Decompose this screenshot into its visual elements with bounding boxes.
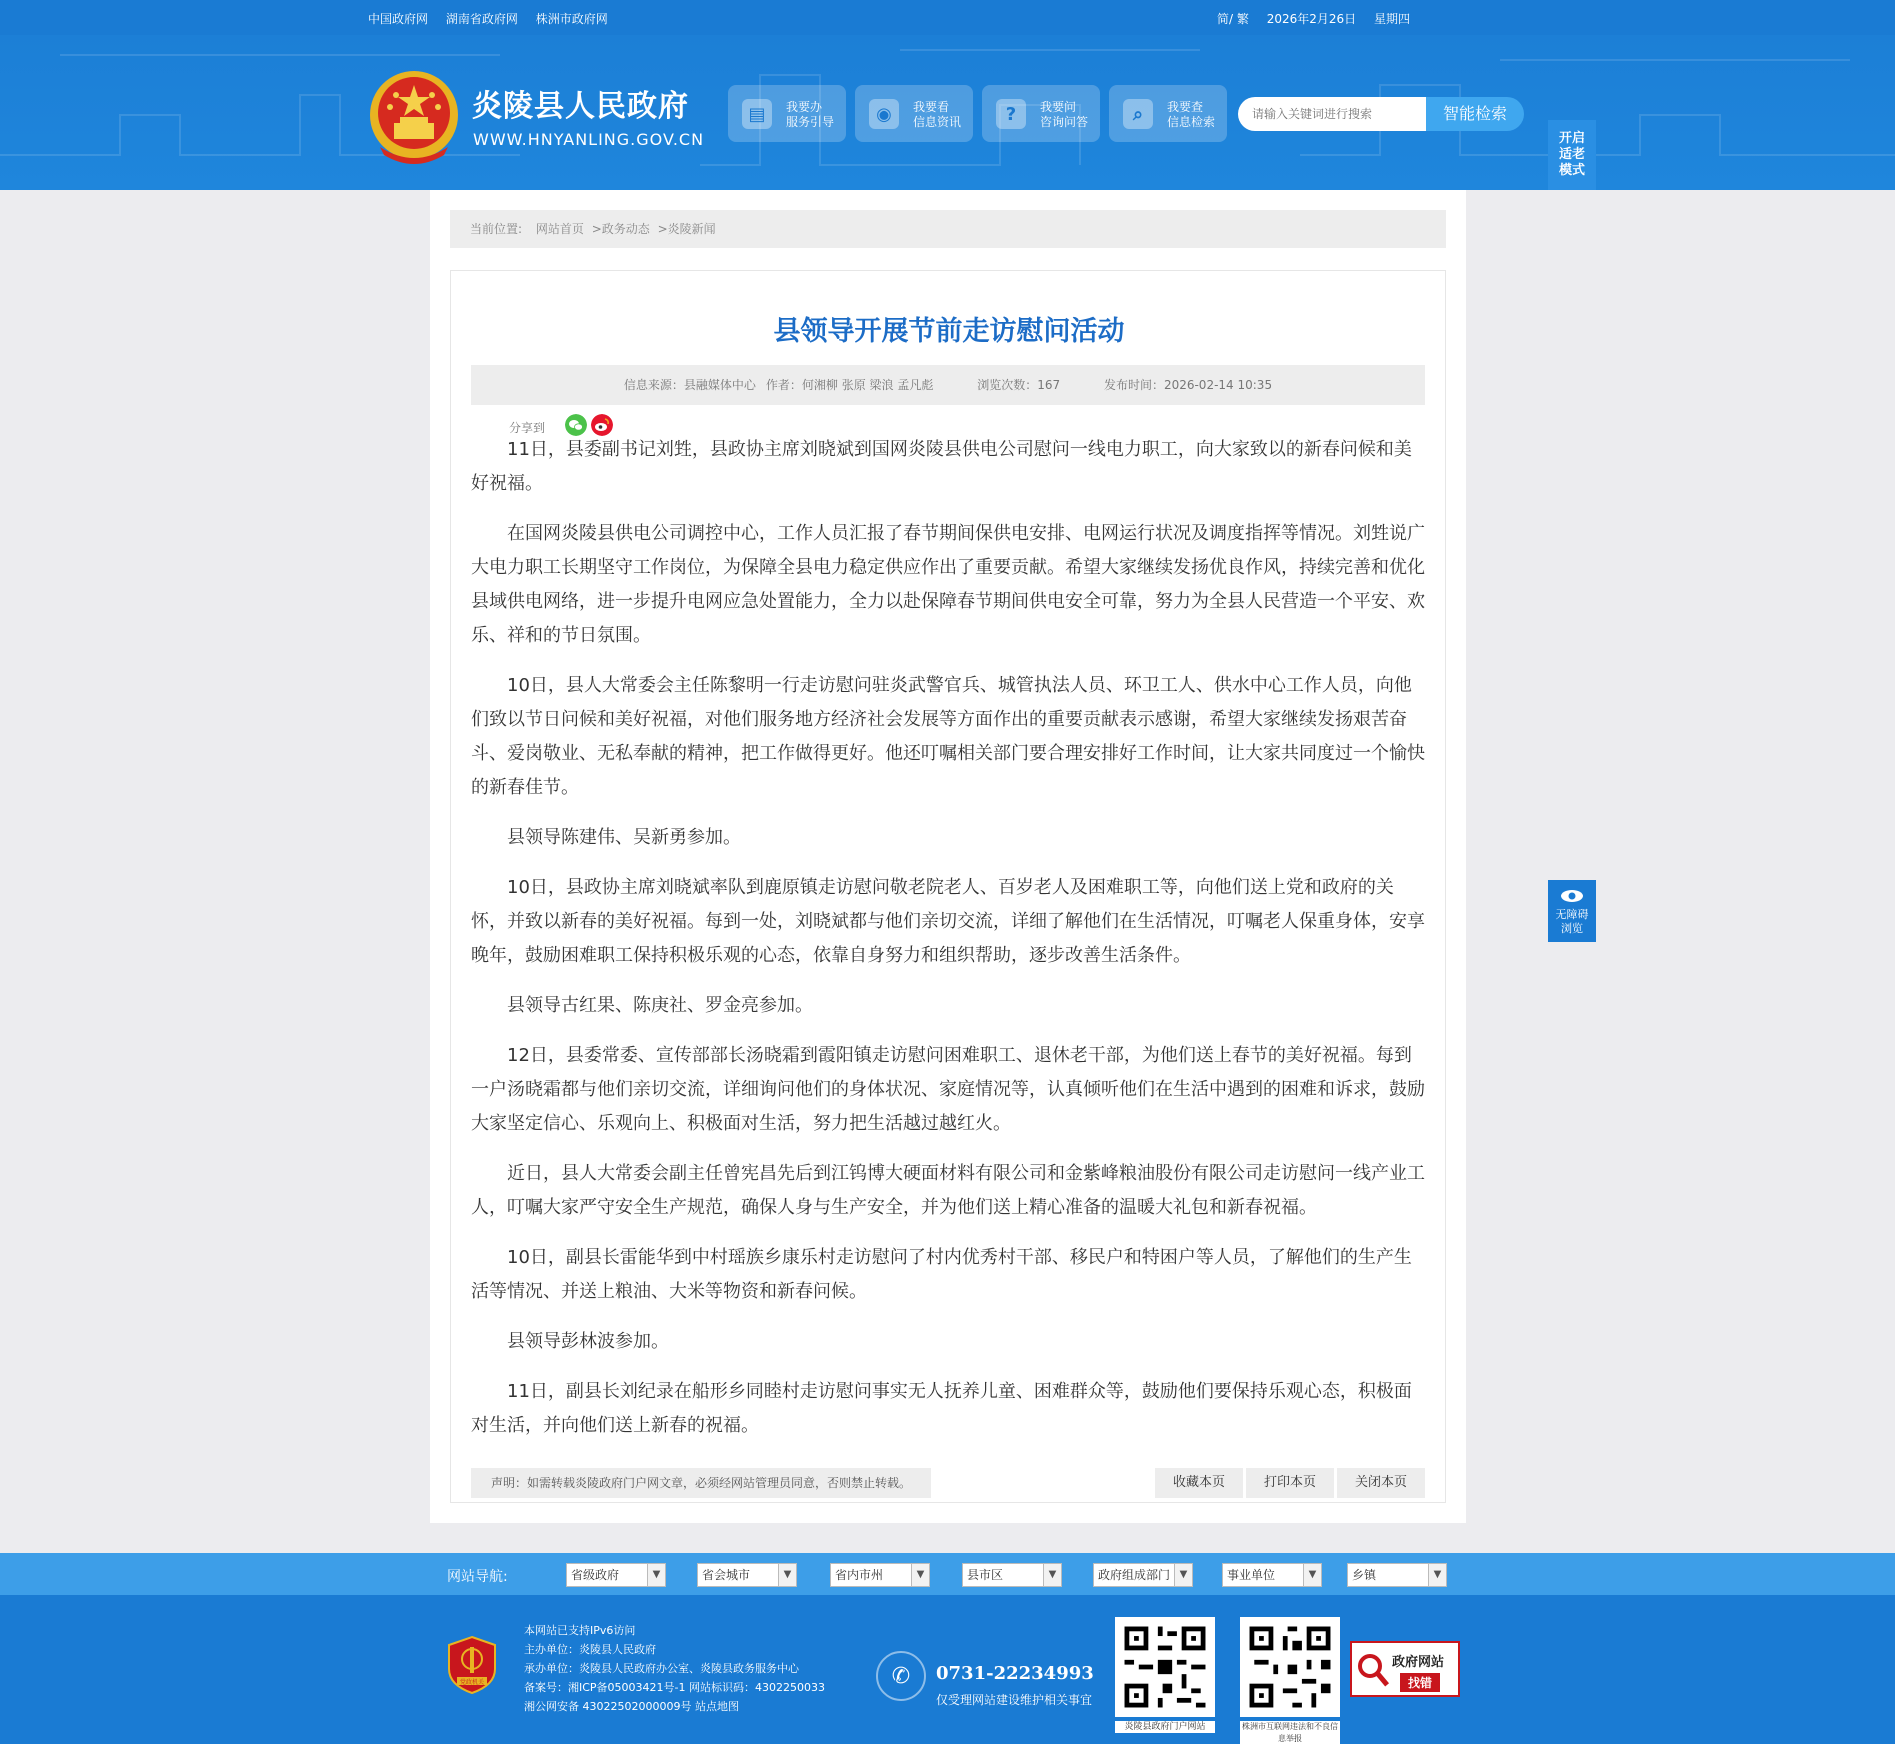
select-value: 县市区 [967, 1568, 1004, 1582]
top-bar [0, 0, 1895, 35]
link-zhuzhou-gov[interactable]: 株洲市政府网 [535, 12, 608, 26]
select-towns[interactable] [1347, 1563, 1447, 1587]
report-title: 政府网站 [1392, 1655, 1445, 1670]
article-paragraph: 11日，县委副书记刘甡，县政协主席刘晓斌到国网炎陵县供电公司慰问一线电力职工，向大家致以的新春问候和美好祝福。 [471, 439, 1412, 494]
accessibility-label: 浏览 [1561, 922, 1583, 935]
contact-phone-note: 仅受理网站建设维护相关事宜 [936, 1693, 1093, 1707]
article-paragraph: 县领导陈建伟、吴新勇参加。 [507, 827, 741, 848]
elder-mode-label: 适老 [1558, 147, 1585, 162]
site-nav-label: 网站导航: [447, 1569, 508, 1585]
close-page-button[interactable]: 关闭本页 [1337, 1468, 1425, 1498]
breadcrumb-home[interactable]: 网站首页 [535, 222, 584, 236]
article-paragraph: 10日，副县长雷能华到中村瑶族乡康乐村走访慰问了村内优秀村干部、移民户和特困户等人员，了解他们的生产生活等情况、并送上粮油、大米等物资和新春问候。 [471, 1247, 1412, 1302]
print-button[interactable]: 打印本页 [1246, 1468, 1334, 1498]
select-value: 政府组成部门 [1098, 1568, 1171, 1582]
smart-search-button[interactable]: 智能检索 [1426, 97, 1524, 131]
elder-mode-label: 模式 [1558, 163, 1585, 178]
service-label: 我要办 [786, 100, 823, 114]
article [450, 270, 1446, 1503]
service-sublabel: 信息检索 [1167, 115, 1216, 129]
chevron-down-icon: ▼ [1428, 1564, 1446, 1586]
article-meta [471, 365, 1425, 405]
current-weekday: 星期四 [1373, 12, 1410, 26]
breadcrumb-prefix: 当前位置: [470, 222, 523, 236]
qa-button[interactable] [982, 85, 1100, 142]
accessibility-label: 无障碍 [1555, 908, 1589, 921]
footer-line: 主办单位：炎陵县人民政府 [524, 1643, 656, 1656]
report-button-label: 找错 [1400, 1673, 1440, 1692]
select-departments[interactable] [1093, 1563, 1193, 1587]
article-title: 县领导开展节前走访慰问活动 [773, 316, 1125, 347]
select-value: 省级政府 [571, 1568, 620, 1582]
site-nav-bar [0, 1553, 1895, 1595]
qr-caption: 炎陵县政府门户网站 [1115, 1721, 1215, 1733]
service-sublabel: 服务引导 [786, 115, 835, 129]
site-footer [0, 1595, 1895, 1744]
content-wrapper [430, 190, 1466, 1523]
meta-views: 浏览次数：167 [977, 378, 1061, 392]
question-icon: ? [996, 99, 1026, 129]
breadcrumb-yanling-news[interactable]: >炎陵新闻 [657, 222, 716, 236]
article-footer [471, 1468, 1425, 1498]
select-value: 省内市州 [835, 1568, 884, 1582]
service-guide-button[interactable] [728, 85, 846, 142]
badge-text: 党政机关 [459, 1679, 485, 1686]
bookmark-button[interactable]: 收藏本页 [1155, 1468, 1243, 1498]
article-paragraph: 县领导彭林波参加。 [507, 1331, 669, 1352]
select-value: 事业单位 [1227, 1568, 1276, 1582]
elder-mode-label: 开启 [1558, 131, 1585, 146]
select-institutions[interactable] [1222, 1563, 1322, 1587]
article-paragraph: 县领导古红果、陈庚社、罗金亮参加。 [507, 995, 813, 1016]
select-counties[interactable] [962, 1563, 1062, 1587]
top-right [1203, 10, 1410, 27]
meta-source: 信息来源：县融媒体中心 [623, 378, 756, 392]
eye-icon [1560, 888, 1584, 904]
service-label: 我要查 [1167, 100, 1204, 114]
qr-caption: 株洲市互联网违法和不良信息举报 [1242, 1722, 1338, 1743]
party-gov-badge-icon[interactable] [447, 1635, 497, 1695]
language-toggle[interactable]: 简/ 繁 [1217, 12, 1249, 26]
eye-icon: ◉ [869, 99, 899, 129]
footer-line: 本网站已支持IPv6访问 [524, 1624, 636, 1637]
gov-site-report-button[interactable] [1350, 1641, 1460, 1697]
article-paragraph: 10日，县政协主席刘晓斌率队到鹿原镇走访慰问敬老院老人、百岁老人及困难职工等，向他们送上党和政府的关怀，并致以新春的美好祝福。每到一处，刘晓斌都与他们亲切交流，详细了解他们在生活情况，叮嘱老人保重身体，安享晚年，鼓励困难职工保持积极乐观的心态，依靠自身努力和组织帮助，逐步改善生活条件。 [471, 877, 1425, 966]
select-capital-cities[interactable] [697, 1563, 797, 1587]
article-paragraph: 12日，县委常委、宣传部部长汤晓霜到霞阳镇走访慰问困难职工、退休老干部，为他们送上春节的美好祝福。每到一户汤晓霜都与他们亲切交流，详细询问他们的身体状况、家庭情况等，认真倾听他们在生活中遇到的困难和诉求，鼓励大家坚定信心、乐观向上、积极面对生活，努力把生活越过越红火。 [471, 1045, 1425, 1134]
search-input[interactable] [1238, 97, 1428, 131]
chevron-down-icon: ▼ [911, 1564, 929, 1586]
chevron-down-icon: ▼ [1043, 1564, 1061, 1586]
link-gov-cn[interactable]: 中国政府网 [368, 12, 429, 26]
meta-published: 发布时间：2026-02-14 10:35 [1103, 378, 1273, 392]
reprint-notice: 声明：如需转载炎陵政府门户网文章，必须经网站管理员同意，否则禁止转载。 [471, 1468, 931, 1498]
link-hunan-gov[interactable]: 湖南省政府网 [445, 12, 518, 26]
search-box [1238, 97, 1524, 131]
contact-phone: 0731-22234993 [936, 1663, 1094, 1684]
info-news-button[interactable] [855, 85, 973, 142]
footer-line: 承办单位：炎陵县人民政府办公室、炎陵县政务服务中心 [524, 1662, 799, 1675]
breadcrumb-gov-news[interactable]: >政务动态 [591, 222, 650, 236]
service-sublabel: 信息资讯 [913, 115, 962, 129]
select-prefectures[interactable] [830, 1563, 930, 1587]
select-value: 乡镇 [1352, 1568, 1377, 1582]
chevron-down-icon: ▼ [1174, 1564, 1192, 1586]
qr-code-report [1240, 1617, 1340, 1743]
footer-line[interactable]: 备案号：湘ICP备05003421号-1 网站标识码：4302250033 [524, 1681, 825, 1694]
footer-info [524, 1621, 825, 1716]
select-provincial-gov[interactable] [566, 1563, 666, 1587]
meta-author: 作者：何湘柳 张原 梁浪 孟凡彪 [765, 378, 934, 392]
service-sublabel: 咨询问答 [1040, 115, 1089, 129]
qr-code-icon [1115, 1617, 1215, 1717]
info-search-button[interactable] [1109, 85, 1227, 142]
service-label: 我要问 [1040, 100, 1077, 114]
elder-mode-button[interactable] [1548, 120, 1596, 190]
article-paragraph: 近日，县人大常委会副主任曾宪昌先后到江钨博大硬面材料有限公司和金紫峰粮油股份有限公司走访慰问一线产业工人，叮嘱大家严守安全生产规范，确保人身与生产安全，并为他们送上精心准备的温暖大礼包和新春祝福。 [471, 1163, 1425, 1218]
chevron-down-icon: ▼ [778, 1564, 796, 1586]
site-header [0, 35, 1895, 190]
article-body [471, 433, 1425, 1459]
top-links [368, 10, 622, 27]
chevron-down-icon: ▼ [647, 1564, 665, 1586]
article-paragraph: 10日，县人大常委会主任陈黎明一行走访慰问驻炎武警官兵、城管执法人员、环卫工人、供水中心工作人员，向他们致以节日问候和美好祝福，对他们服务地方经济社会发展等方面作出的重要贡献表示感谢，希望大家继续发扬艰苦奋斗、爱岗敬业、无私奉献的精神，把工作做得更好。他还叮嘱相关部门要合理安排好工作时间，让大家共同度过一个愉快的新春佳节。 [471, 675, 1425, 798]
article-paragraph: 在国网炎陵县供电公司调控中心，工作人员汇报了春节期间保供电安排、电网运行状况及调度指挥等情况。刘甡说广大电力职工长期坚守工作岗位，为保障全县电力稳定供应作出了重要贡献。希望大家继续发扬优良作风，持续完善和优化县域供电网络，进一步提升电网应急处置能力，全力以赴保障春节期间供电安全可靠，努力为全县人民营造一个平安、欢乐、祥和的节日氛围。 [471, 523, 1425, 646]
accessibility-button[interactable] [1548, 880, 1596, 942]
footer-line[interactable]: 湘公网安备 43022502000009号 站点地图 [524, 1700, 739, 1713]
magnifier-icon [1356, 1651, 1390, 1691]
site-name: 炎陵县人民政府 [472, 89, 689, 124]
phone-icon: ✆ [876, 1651, 926, 1701]
qr-code-icon [1240, 1617, 1340, 1717]
search-icon: ⌕ [1123, 99, 1153, 129]
breadcrumb [450, 210, 1446, 248]
qr-code-portal [1115, 1617, 1215, 1732]
article-paragraph: 11日，副县长刘纪录在船形乡同睦村走访慰问事实无人抚养儿童、困难群众等，鼓励他们要保持乐观心态，积极面对生活，并向他们送上新春的祝福。 [471, 1381, 1412, 1436]
document-icon: ▤ [742, 99, 772, 129]
current-date: 2026年2月26日 [1266, 12, 1357, 26]
service-label: 我要看 [913, 100, 950, 114]
national-emblem-icon [366, 69, 462, 169]
site-url: WWW.HNYANLING.GOV.CN [473, 130, 705, 149]
chevron-down-icon: ▼ [1303, 1564, 1321, 1586]
select-value: 省会城市 [702, 1568, 751, 1582]
share-label: 分享到 [509, 421, 546, 435]
